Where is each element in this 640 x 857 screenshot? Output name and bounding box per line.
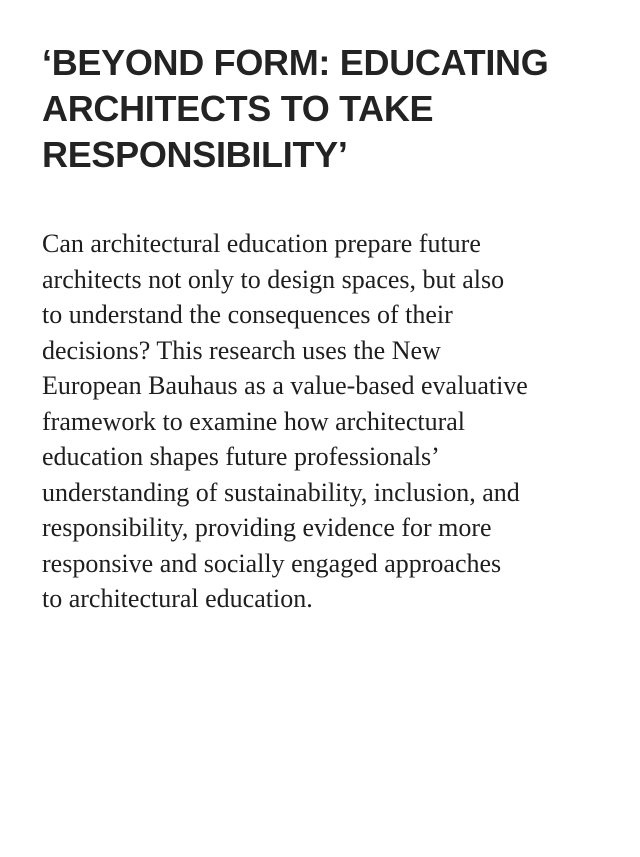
abstract-line: to architectural education.: [42, 584, 313, 613]
article-abstract: [42, 226, 622, 617]
abstract-line: decisions? This research uses the New: [42, 335, 441, 365]
article-title: [42, 40, 622, 178]
abstract-line: responsibility, providing evidence for more: [42, 513, 492, 542]
title-line: RESPONSIBILITY’: [42, 134, 348, 175]
abstract-line: to understand the consequences of their: [42, 300, 453, 329]
abstract-line: understanding of sustainability, inclusion, and: [42, 477, 520, 507]
title-line: ARCHITECTS TO TAKE: [42, 88, 434, 129]
abstract-line: education shapes future professionals’: [42, 442, 440, 471]
abstract-line: European Bauhaus as a value-based evaluative: [42, 371, 528, 400]
title-line: ‘BEYOND FORM: EDUCATING: [42, 42, 549, 83]
abstract-line: Can architectural education prepare future: [42, 229, 481, 258]
abstract-line: architects not only to design spaces, but also: [42, 264, 505, 294]
abstract-line: framework to examine how architectural: [42, 406, 466, 436]
abstract-line: responsive and socially engaged approaches: [42, 548, 502, 578]
